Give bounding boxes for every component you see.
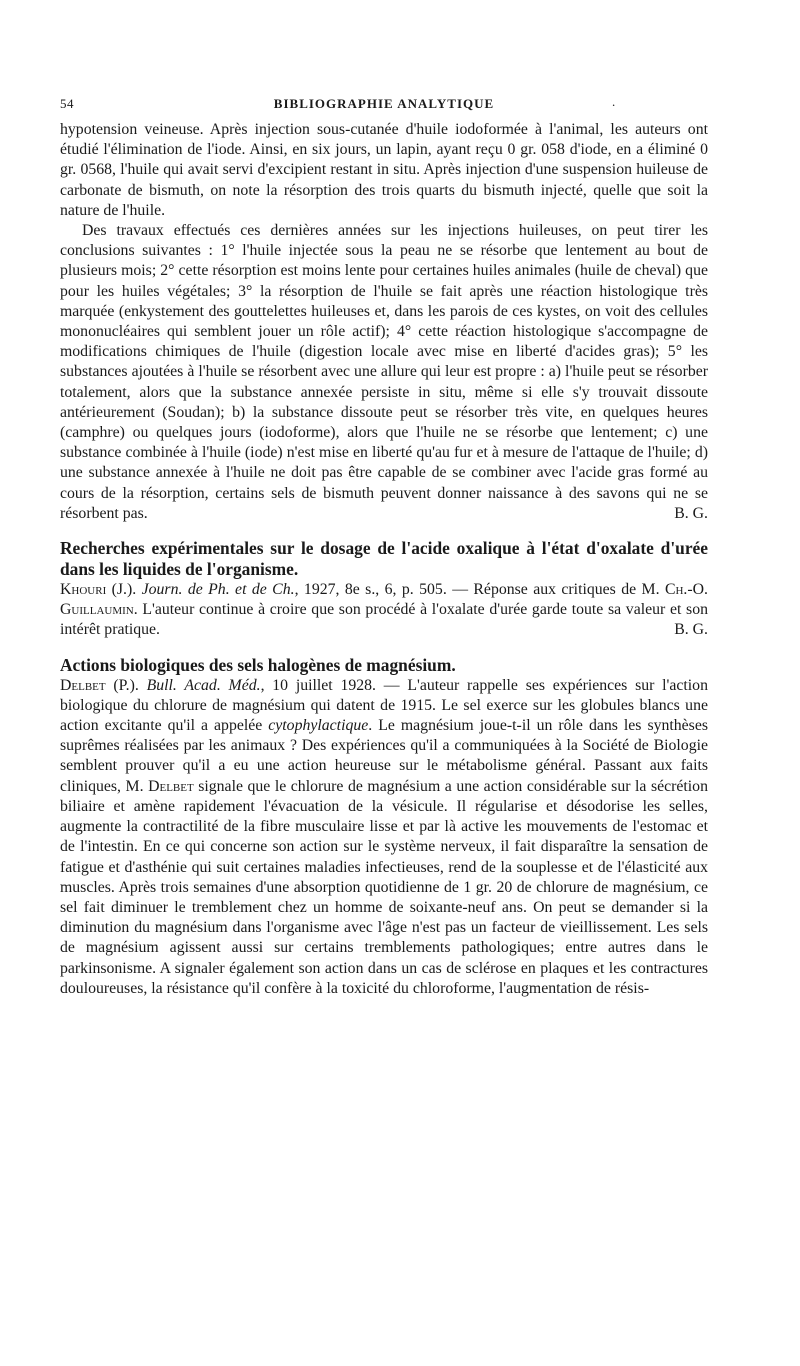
entry-journal: Bull. Acad. Méd. [146,676,261,694]
document-page [60,96,708,999]
entry-title: Actions biologiques des sels halogènes de magnésium. [60,654,456,675]
continuation-paragraph-1: hypotension veineuse. Après injection sous-cutanée d'huile iodoformée à l'animal, les auteurs ont étudié l'élimination de l'iode. Ainsi, en six jours, un lapin, ayant reçu 0 gr. 058 d'iode, en a éliminé 0 gr. 0568, l'huile qui avait servi d'excipient restant in situ. Après injection d'une suspension huileuse de carbonate de bismuth, on note la résorption des trois quarts du bismuth injecté, quelle que soit la nature de l'huile. [60,121,708,219]
entry-title: Recherches expérimentales sur le dosage de l'acide oxalique à l'état d'oxalate d'urée dans les liquides de l'organisme. [60,538,708,580]
continuation-paragraph-2 [60,221,708,524]
entry-citation: , 10 juillet 1928. — L'auteur rappelle ses expériences sur l'action biologique du chlorure de magnésium qui datent de 1915. Le sel exerce sur les globules blancs une action excitante qu'il a appelée [60,676,708,735]
entry-citation: , 1927, 8e s., 6, p. 505. — Réponse aux critiques de M. [294,581,665,599]
entry-author: Delbet (P.). [60,676,139,694]
entry-critic: Ch.-O. Guillaumin [60,581,708,619]
running-header [60,96,708,120]
entry-journal: Journ. de Ph. et de Ch. [141,581,295,599]
signature: B. G. [674,504,708,522]
header-dot: . [612,94,616,109]
signature: B. G. [674,621,708,639]
entry-body [60,580,708,641]
entry-body [60,676,708,999]
bibliography-entry-magnesium [60,655,708,999]
entry-name: Delbet [148,777,194,795]
running-title: BIBLIOGRAPHIE ANALYTIQUE [273,96,495,111]
entry-text: . L'auteur continue à croire que son procédé à l'oxalate d'urée garde toute sa valeur et son intérêt pratique. [60,601,708,639]
entry-text-continued: signale que le chlorure de magnésium a une action considérable sur la sécrétion biliaire et amène rapidement l'évacuation de la vésicule. Il régularise et désodorise les selles, augmente la contractilité de la fibre musculaire lisse et par là active les mouvements de l'estomac et de l'intestin. En ce qui concerne son action sur le système nerveux, il fait disparaître la sensation de fatigue et d'asthénie qui suit certaines maladies infectieuses, rend de la souplesse et de l'élasticité aux muscles. Après trois semaines d'une absorption quotidienne de 1 gr. 20 de chlorure de magnésium, ce sel fait diminuer le tremblement chez un homme de soixante-neuf ans. On peut se demander si la diminution du magnésium dans l'organisme avec l'âge n'est pas un facteur de vieillissement. Les sels de magnésium agissent aussi sur certains tremblements pathologiques; entre autres dans le parkinsonisme. A signaler également son action dans un cas de sclérose en plaques et les contractures douloureuses, la résistance qu'il confère à la toxicité du chloroforme, l'augmentation de résis- [60,777,708,997]
entry-author: Khouri (J.). [60,581,137,599]
entry-term: cytophylactique [268,717,369,735]
bibliography-entry-oxalate [60,538,708,641]
paragraph-text: Des travaux effectués ces dernières années sur les injections huileuses, on peut tirer les conclusions suivantes : 1° l'huile injectée sous la peau ne se résorbe que lentement au bout de plusieurs mois; 2° cette résorption est moins lente pour certaines huiles animales (huile de cheval) que pour les huiles végétales; 3° la résorption de l'huile se fait après une réaction histologique très marquée (enkystement des gouttelettes huileuses et, dans les parois de ces kystes, on voit des cellules mononucléaires qui semblent jouer un rôle actif); 4° cette réaction histologique s'accompagne de modifications chimiques de l'huile (digestion locale avec mise en liberté d'acides gras); 5° les substances ajoutées à l'huile se résorbent avec une allure qui leur est propre : a) l'huile peut se résorber totalement, alors que la substance annexée persiste in situ, même si elle s'y trouvait dissoute antérieurement (Soudan); b) la substance dissoute peut se résorber très vite, en quelques heures (camphre) ou quelques jours (iodoforme), alors que l'huile ne se résorbe que lentement; c) une substance combinée à l'huile (iode) n'est mise en liberté qu'au fur et à mesure de l'attaque de l'huile; d) une substance annexée à l'huile ne doit pas être capable de se combiner avec l'acide gras formé au cours de la résorption, certains sels de bismuth peuvent donner naissance à des savons qui ne se résorbent pas. [60,222,708,522]
entry-text: . Le magnésium joue-t-il un rôle dans les synthèses suprêmes réalisées par les animaux ? Des expériences qu'il a communiquées à la Société de Biologie semblent prouver qu'il a eu une action heureuse sur le métabolisme général. Passant aux faits cliniques, M. [60,717,708,795]
page-number: 54 [60,96,74,111]
